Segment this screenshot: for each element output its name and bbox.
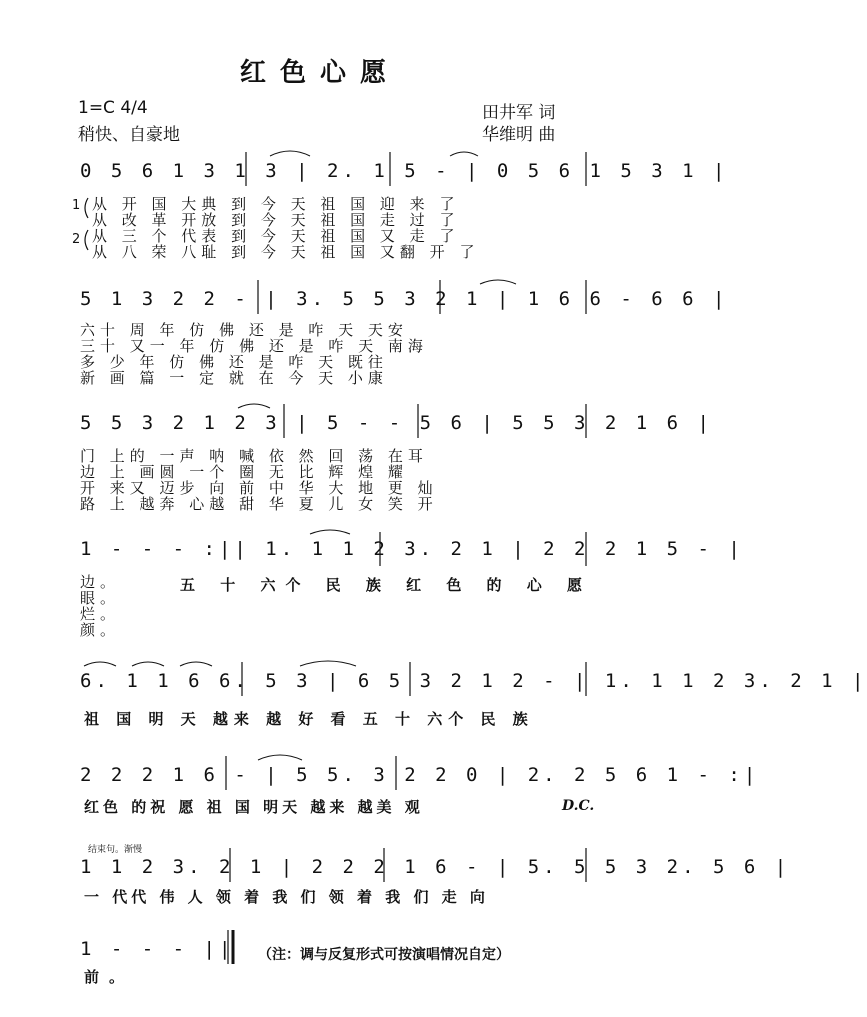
- lyrics-row-3-line-1: 门 上的 一声 呐 喊 依 然 回 荡 在耳: [80, 447, 428, 465]
- da-capo-mark: D.C.: [562, 798, 595, 814]
- lyrics-row-2-line-4: 新 画 篇 一 定 就 在 今 天 小康: [80, 369, 388, 387]
- lyrics-row-8: 前。: [84, 968, 135, 986]
- notation-row-4: 1 - - - :|| 1. 1 1 2 3. 2 1 | 2 2 2 1 5 - |: [80, 538, 744, 560]
- composer-credit: 华维明 曲: [482, 125, 556, 145]
- ending-instruction: 结束句。渐慢: [88, 845, 143, 855]
- footnote: （注：调与反复形式可按演唱情况自定）: [258, 947, 510, 963]
- lyrics-row-2-line-3: 多 少 年 仿 佛 还 是 咋 天 既往: [80, 353, 388, 371]
- lyrics-row-1-line-1: 从 开 国 大典 到 今 天 祖 国 迎 来 了: [92, 195, 460, 213]
- chorus-lyrics: 五 十 六个 民 族 红 色 的 心 愿: [180, 576, 593, 594]
- notation-row-3: 5 5 3 2 1 2 3 | 5 - - 5 6 | 5 5 3 2 1 6 |: [80, 412, 713, 434]
- tempo-marking: 稍快、自豪地: [78, 125, 180, 145]
- lyrics-row-4-line-3: 烂。: [80, 605, 121, 623]
- page-title: 红色心愿: [240, 58, 401, 88]
- key-signature: 1=C 4/4: [78, 98, 148, 118]
- lyrics-row-3-line-2: 边 上 画圆 一个 圈 无 比 辉 煌 耀: [80, 463, 408, 481]
- lyrics-row-1-line-2: 从 改 革 开放 到 今 天 祖 国 走 过 了: [92, 211, 460, 229]
- lyrics-row-3-line-4: 路 上 越奔 心越 甜 华 夏 儿 女 笑 开: [80, 495, 438, 513]
- lyrics-row-4-line-4: 颜。: [80, 621, 121, 639]
- lyrics-row-3-line-3: 开 来又 迈步 向 前 中 华 大 地 更 灿: [80, 479, 438, 497]
- lyrics-row-4-line-1: 边。: [80, 573, 121, 591]
- notation-row-6: 2 2 2 1 6 - | 5 5. 3 2 2 0 | 2. 2 5 6 1 - :|: [80, 764, 760, 786]
- lyrics-row-7: 一 代代 伟 人 领 着 我 们 领 着 我 们 走 向: [84, 888, 489, 906]
- notation-row-7: 1 1 2 3. 2 1 | 2 2 2 1 6 - | 5. 5 5 3 2. 5 6 |: [80, 856, 791, 878]
- lyrics-row-2-line-1: 六十 周 年 仿 佛 还 是 咋 天 天安: [80, 321, 408, 339]
- verse-label-1: 1: [72, 198, 81, 213]
- lyrics-row-1-line-3: 从 三 个 代表 到 今 天 祖 国 又 走 了: [92, 227, 460, 245]
- notation-row-5: 6. 1 1 6 6. 5 3 | 6 5 3 2 1 2 - | 1. 1 1 2 3. 2 1 |: [80, 670, 867, 692]
- notation-row-2: 5 1 3 2 2 - | 3. 5 5 3 2 1 | 1 6 6 - 6 6 |: [80, 288, 729, 310]
- verse-label-2: 2: [72, 232, 81, 247]
- lyrics-row-6: 红色 的祝 愿 祖 国 明天 越来 越美 观: [84, 798, 424, 816]
- lyrics-row-4-line-2: 眼。: [80, 589, 121, 607]
- lyricist-credit: 田井军 词: [482, 103, 556, 123]
- lyrics-row-2-line-2: 三十 又一 年 仿 佛 还 是 咋 天 南海: [80, 337, 428, 355]
- notation-row-8: 1 - - - ||: [80, 938, 235, 960]
- lyrics-row-1-line-4: 从 八 荣 八耻 到 今 天 祖 国 又翻 开 了: [92, 243, 480, 261]
- notation-row-1: 0 5 6 1 3 1 3 | 2. 1 5 - | 0 5 6 1 5 3 1 |: [80, 160, 729, 182]
- lyrics-row-5: 祖 国 明 天 越来 越 好 看 五 十 六个 民 族: [84, 710, 534, 728]
